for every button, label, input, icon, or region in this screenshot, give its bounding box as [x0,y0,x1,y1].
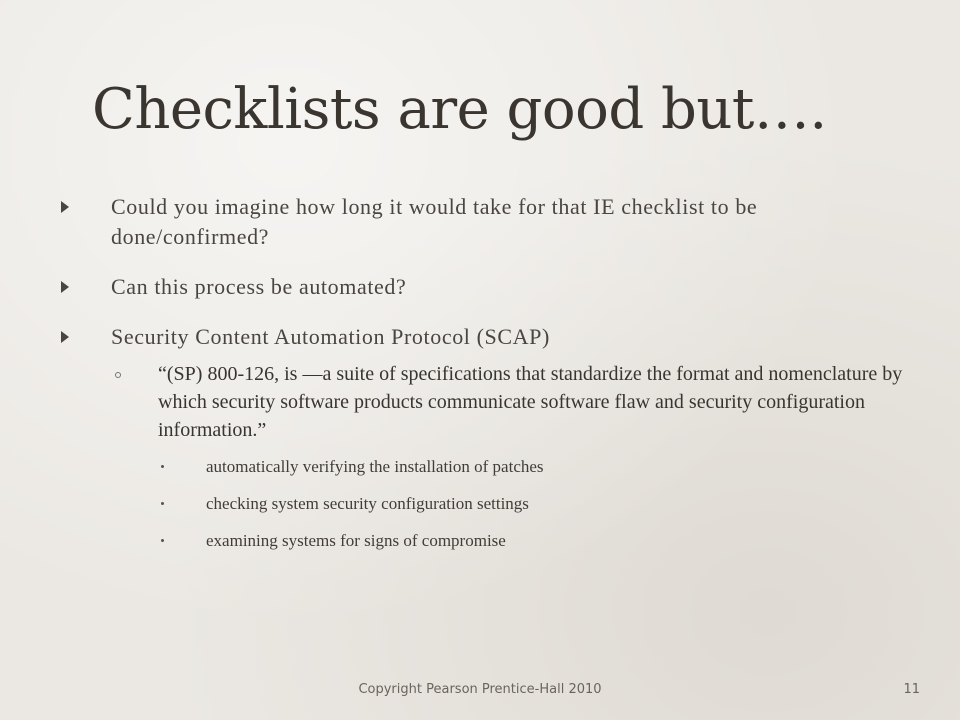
dot-bullet-icon [161,539,164,542]
triangle-bullet-icon [61,281,69,293]
triangle-bullet-icon [61,331,69,343]
triangle-bullet-icon [61,201,69,213]
sub-sub-bullet-item [60,530,920,552]
bullet-item [60,272,920,302]
bullet-text: Could you imagine how long it would take for that IE checklist to be done/confirmed? [111,194,758,249]
dot-bullet-icon [161,502,164,505]
sub-sub-bullet-text: examining systems for signs of compromise [206,531,506,550]
slide-footer: Copyright Pearson Prentice-Hall 2010 [358,682,602,697]
bullet-item [60,192,920,252]
slide-body [60,192,920,567]
circle-bullet-icon [115,372,121,378]
sub-sub-bullet-item [60,456,920,478]
bullet-text: Security Content Automation Protocol (SCAP) [111,324,550,349]
page-number: 11 [903,682,920,697]
slide-title: Checklists are good but…. [92,77,827,142]
bullet-text: Can this process be automated? [111,274,407,299]
bullet-item [60,322,920,352]
sub-bullet-item [60,360,920,444]
sub-sub-bullet-item [60,493,920,515]
dot-bullet-icon [161,465,164,468]
sub-sub-bullet-text: checking system security configuration settings [206,494,529,513]
sub-bullet-text: “(SP) 800-126, is —a suite of specifications that standardize the format and nomenclature by which security software products communicate software flaw and security configuration information.” [158,363,903,441]
sub-sub-bullet-text: automatically verifying the installation of patches [206,457,544,476]
